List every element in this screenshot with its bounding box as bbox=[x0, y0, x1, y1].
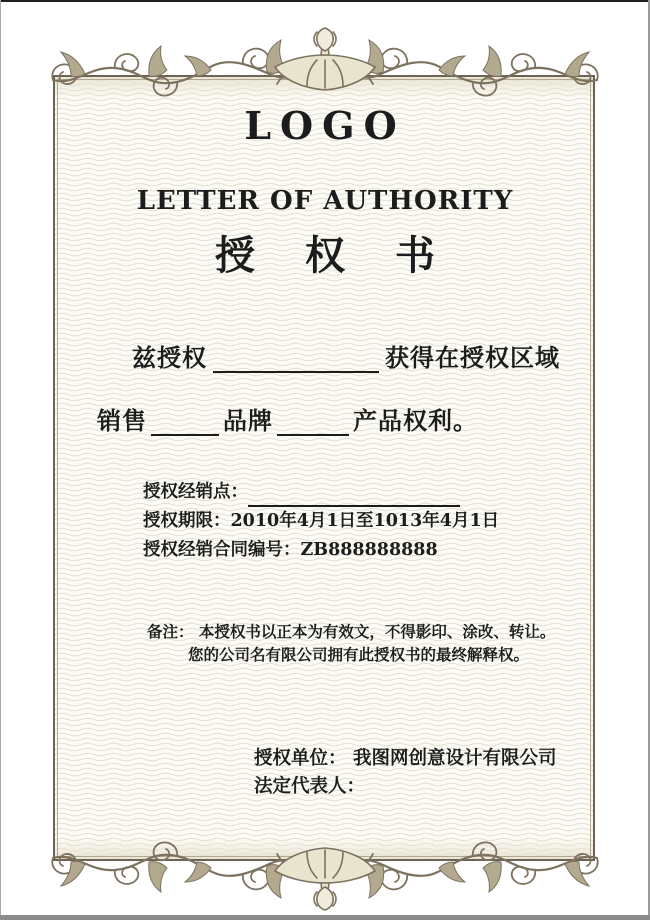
company-row bbox=[254, 745, 556, 773]
page-bottom-edge-line bbox=[0, 915, 650, 920]
sales-line bbox=[97, 401, 478, 436]
sales-part3: 产品权利。 bbox=[353, 406, 478, 435]
contract-row bbox=[143, 536, 499, 565]
dealer-blank bbox=[248, 487, 460, 507]
title-chinese: 授权书 bbox=[215, 232, 485, 279]
sales-blank-2 bbox=[277, 408, 349, 436]
period-row bbox=[143, 507, 499, 536]
notes-label: 备注： bbox=[147, 622, 194, 641]
grant-suffix: 获得在授权区域 bbox=[385, 343, 560, 372]
notes-line1 bbox=[147, 621, 555, 644]
dealer-row bbox=[143, 478, 499, 507]
notes-block bbox=[147, 621, 555, 666]
notes-line2 bbox=[188, 644, 555, 667]
grant-prefix: 兹授权 bbox=[132, 343, 207, 372]
notes-text1: 本授权书以正本为有效文，不得影印、涂改、转让。 bbox=[198, 622, 556, 641]
company-label: 授权单位： bbox=[254, 748, 347, 769]
title-english: LETTER OF AUTHORITY bbox=[136, 186, 514, 216]
contract-label: 授权经销合同编号： bbox=[143, 540, 301, 560]
sales-blank-1 bbox=[151, 408, 219, 436]
logo-text: LOGO bbox=[244, 103, 406, 148]
legal-rep-label: 法定代表人： bbox=[254, 776, 366, 797]
period-value: 2010年4月1日至1013年4月1日 bbox=[230, 511, 500, 531]
sales-part2: 品牌 bbox=[223, 406, 273, 435]
footer-block bbox=[254, 745, 556, 801]
page-top-edge-line bbox=[0, 0, 650, 2]
authorized-name-blank bbox=[213, 345, 379, 373]
contract-value: ZB888888888 bbox=[300, 540, 438, 560]
details-block bbox=[143, 478, 499, 565]
notes-text2: 您的公司名有限公司拥有此授权书的最终解释权。 bbox=[188, 644, 530, 664]
dealer-label: 授权经销点： bbox=[143, 482, 248, 502]
period-label: 授权期限： bbox=[143, 511, 231, 531]
company-value: 我图网创意设计有限公司 bbox=[352, 748, 557, 769]
legal-rep-row bbox=[254, 773, 556, 801]
grant-line bbox=[132, 338, 560, 373]
sales-part1: 销售 bbox=[97, 406, 147, 435]
